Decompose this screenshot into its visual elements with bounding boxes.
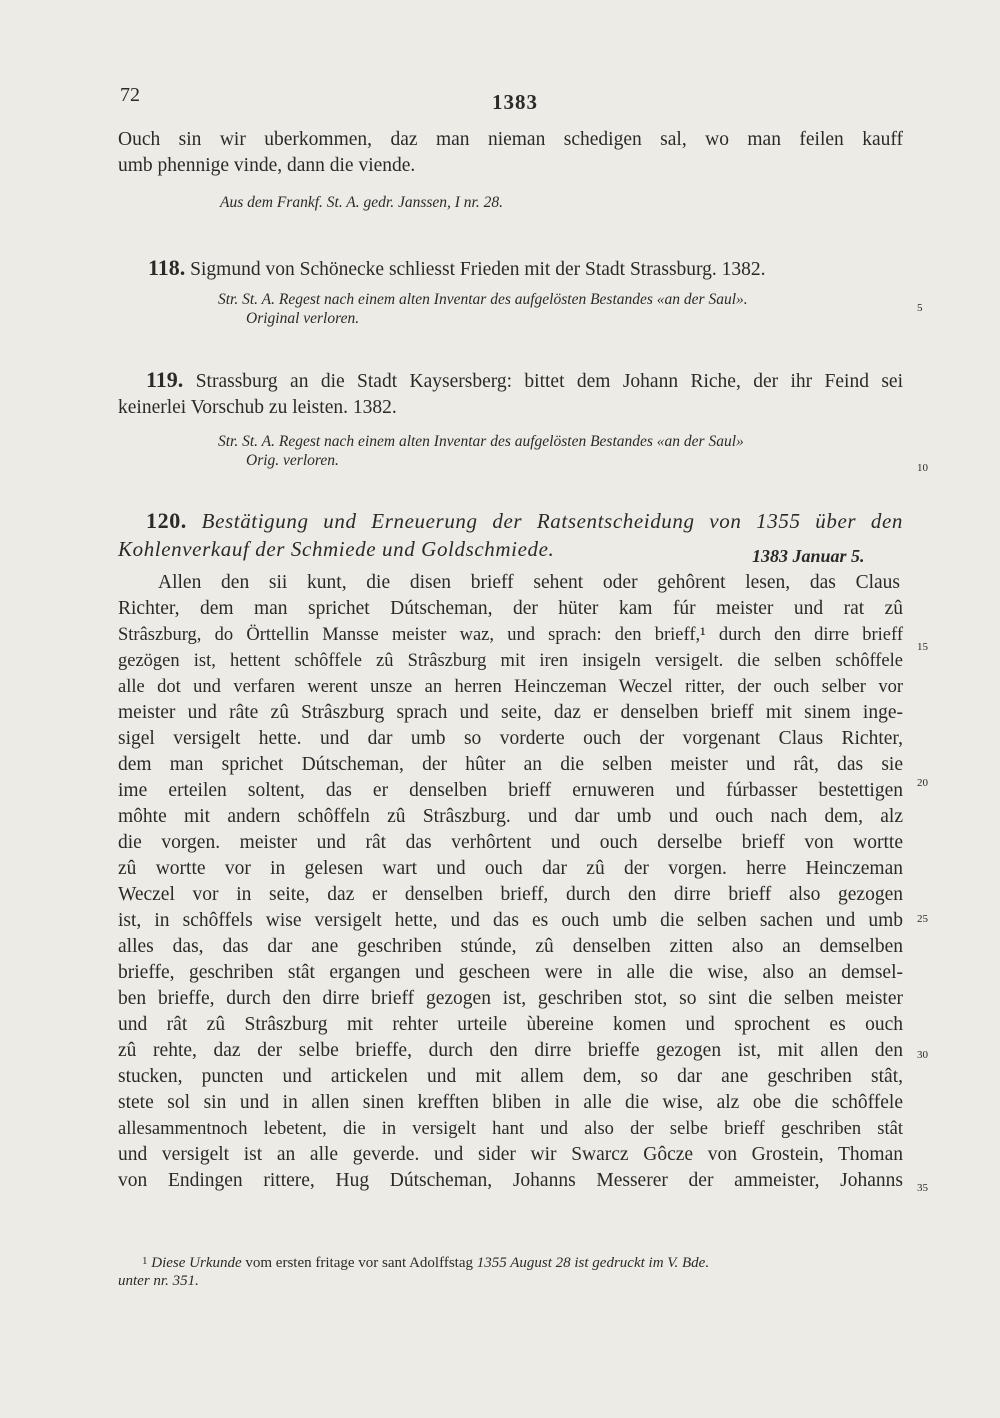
body-line: zû rehte, daz der selbe brieffe, durch den dirre brieffe gezogen ist, mit allen den: [118, 1040, 903, 1061]
body-line: dem man sprichet Dútscheman, der hûter an die selben meister und rât, das sie: [118, 754, 903, 775]
margin-line-number: 5: [917, 302, 923, 314]
footnote-text-b: vom ersten fritage vor sant Adolffstag: [245, 1255, 473, 1271]
entry-119-number: 119.: [146, 367, 184, 392]
intro-line-2: umb phennige vinde, dann die viende.: [118, 155, 416, 176]
page-year-heading: 1383: [492, 90, 538, 114]
intro-source: Aus dem Frankf. St. A. gedr. Janssen, I nr. 28.: [220, 194, 503, 211]
body-line: alle dot und verfaren werent unsze an herren Heinczeman Weczel ritter, der ouch selber vor: [118, 677, 903, 697]
entry-118-source-1: Str. St. A. Regest nach einem alten Inventar des aufgelösten Bestandes «an der Saul».: [218, 291, 748, 308]
margin-line-number: 30: [917, 1049, 928, 1061]
entry-119-text-1: Strassburg an die Stadt Kaysersberg: bittet dem Johann Riche, der ihr Feind sei: [195, 371, 903, 392]
body-line: gezögen ist, hettent schôffele zû Strâszburg mit iren insigeln versigelt. die selben schôffele: [118, 651, 903, 671]
body-line: zû wortte vor in gelesen wart und ouch dar zû der vorgen. herre Heinczeman: [118, 858, 903, 879]
body-line: sigel versigelt hette. und dar umb so vorderte ouch der vorgenant Claus Richter,: [118, 728, 903, 749]
entry-119-line-2: keinerlei Vorschub zu leisten. 1382.: [118, 397, 397, 418]
footnote-line-2: unter nr. 351.: [118, 1273, 199, 1289]
entry-120-title-line-1: [118, 509, 903, 533]
entry-120-title-2: Kohlenverkauf der Schmiede und Goldschmiede.: [118, 537, 555, 561]
entry-120-number: 120.: [146, 508, 187, 533]
body-line: und rât zû Strâszburg mit rehter urteile ùbereine komen und sprochent es ouch: [118, 1014, 903, 1035]
page-number: 72: [120, 84, 140, 106]
body-line: ben brieffe, durch den dirre brieff gezogen ist, geschriben stot, so sint die selben meister: [118, 988, 903, 1009]
body-line: brieffe, geschriben stât ergangen und gescheen were in alle die wise, also an demsel-: [118, 962, 903, 983]
entry-118-number: 118.: [148, 255, 186, 280]
margin-line-number: 25: [917, 913, 928, 925]
entry-119-source-1: Str. St. A. Regest nach einem alten Inventar des aufgelösten Bestandes «an der Saul»: [218, 433, 744, 450]
margin-line-number: 35: [917, 1182, 928, 1194]
body-line: môhte mit andern schôffeln zû Strâszburg. und dar umb und ouch nach dem, alz: [118, 806, 903, 827]
body-line: von Endingen rittere, Hug Dútscheman, Johanns Messerer der ammeister, Johanns: [118, 1170, 903, 1191]
body-line: alles das, das dar ane geschriben stúnde, zû denselben zitten also an demselben: [118, 936, 903, 957]
body-line: die vorgen. meister und rât das verhôrtent und ouch derselbe brieff von wortte: [118, 832, 903, 853]
body-line: ist, in schôffels wise versigelt hette, und das es ouch umb die selben sachen und umb: [118, 910, 903, 931]
body-line: meister und râte zû Strâszburg sprach und seite, daz er denselben brieff mit sinem inge-: [118, 702, 903, 723]
margin-line-number: 10: [917, 462, 928, 474]
footnote-text-c: 1355 August 28 ist gedruckt im V. Bde.: [476, 1255, 710, 1271]
body-line: ime erteilen soltent, das er denselben brieff ernuweren und fúrbasser bestettigen: [118, 780, 903, 801]
body-line: allesammentnoch lebetent, die in versigelt hant und also der selbe brieff geschriben stât: [118, 1119, 903, 1139]
margin-line-number: 15: [917, 641, 928, 653]
body-line: und versigelt ist an alle geverde. und sider wir Swarcz Gôcze von Grostein, Thoman: [118, 1144, 903, 1165]
entry-118-source-2: Original verloren.: [246, 310, 360, 327]
footnote-line-1: [118, 1252, 898, 1273]
body-line: Strâszburg, do Örttellin Mansse meister waz, und sprach: den brieff,¹ durch den dirre brieff: [118, 625, 903, 645]
body-line: Allen den sii kunt, die disen brieff sehent oder gehôrent lesen, das Claus: [158, 572, 900, 593]
entry-120-title-1: Bestätigung und Erneuerung der Ratsentscheidung von 1355 über den: [201, 509, 904, 533]
body-line: Weczel vor in seite, daz er denselben brieff, durch den dirre brieff also gezogen: [118, 884, 903, 905]
footnote-marker: 1: [142, 1255, 148, 1267]
entry-119-line-1: [118, 368, 903, 394]
body-line: stucken, puncten und artickelen und mit allem dem, so dar ane geschriben stât,: [118, 1066, 903, 1087]
intro-line-1: Ouch sin wir uberkommen, daz man nieman schedigen sal, wo man feilen kauff: [118, 129, 903, 150]
entry-118-text: Sigmund von Schönecke schliesst Frieden mit der Stadt Strassburg. 1382.: [190, 259, 766, 280]
entry-120-date: 1383 Januar 5.: [752, 546, 865, 566]
entry-118: [118, 256, 903, 282]
entry-119-source-2: Orig. verloren.: [246, 452, 339, 469]
margin-line-number: 20: [917, 777, 928, 789]
body-line: Richter, dem man sprichet Dútscheman, der hüter kam fúr meister und rat zû: [118, 598, 903, 619]
body-line: stete sol sin und in allen sinen krefften bliben in alle die wise, alz obe die schôffele: [118, 1092, 903, 1113]
footnote-text-a: Diese Urkunde: [151, 1255, 242, 1271]
